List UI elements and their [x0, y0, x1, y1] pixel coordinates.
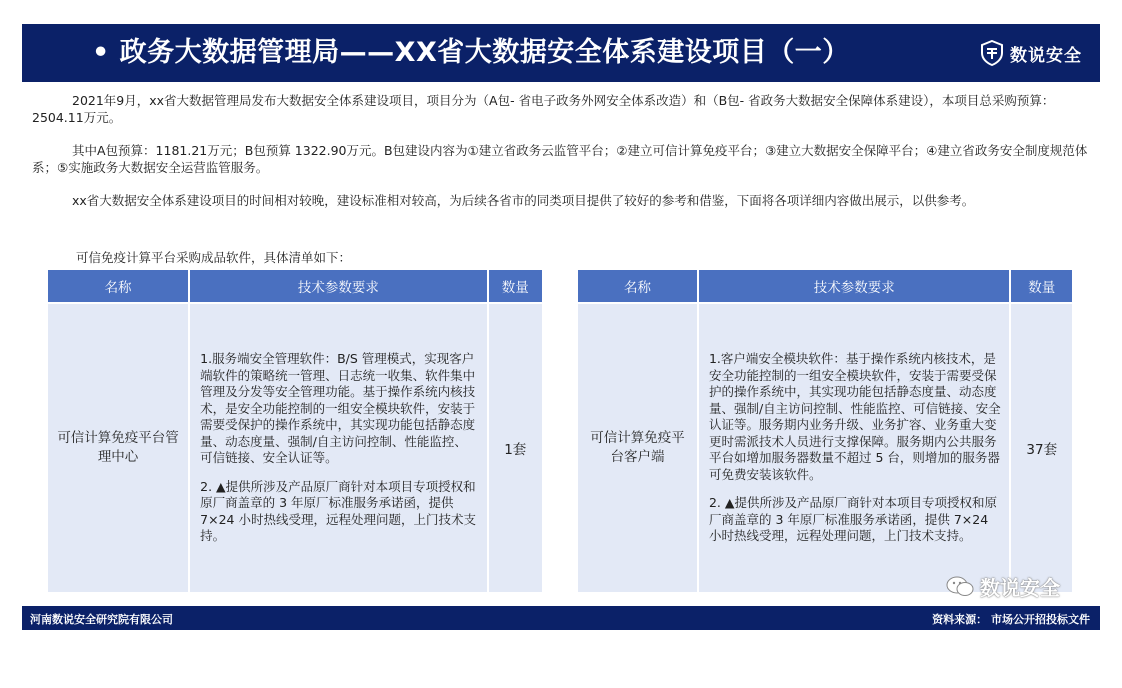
watermark [946, 572, 1060, 601]
footer-bar [22, 606, 1100, 630]
spec-point-2: 2. ▲提供所涉及产品原厂商针对本项目专项授权和原厂商盖章的 3 年原厂标准服务承诺函，提供 7×24 小时热线受理，远程处理问题，上门技术支持。 [200, 478, 476, 544]
intro-paragraph: 2021年9月，xx省大数据管理局发布大数据安全体系建设项目，项目分为（A包- 省电子政务外网安全体系改造）和（B包- 省政务大数据安全保障体系建设），本项目总采购预算：2504.11万元。 [32, 93, 1055, 125]
reference-paragraph: xx省大数据安全体系建设项目的时间相对较晚，建设标准相对较高，为后续各省市的同类项目提供了较好的参考和借鉴，下面将各项详细内容做出展示，以供参考。 [72, 193, 975, 208]
spec-table-left [46, 268, 544, 594]
spec-point-1: 1.服务端安全管理软件：B/S 管理模式，实现客户端软件的策略统一管理、日志统一收集、软件集中管理及分发等安全管理功能。基于操作系统内核技术，是安全功能控制的一组安全模块软件，安装于需要受保护的操作系统中，其实现功能包括静态度量、动态度量、强制/自主访问控制、性能监控、可信链接、安全认证等。 [200, 351, 476, 466]
table-header-row [577, 269, 1073, 303]
item-name: 可信计算免疫平台客户端 [577, 303, 698, 593]
col-header-name: 名称 [577, 269, 698, 303]
list-intro: 可信免疫计算平台采购成品软件，具体清单如下： [76, 250, 352, 265]
col-header-qty: 数量 [488, 269, 543, 303]
brand-logo [980, 36, 1082, 70]
item-qty: 37套 [1010, 303, 1073, 593]
table-row [577, 303, 1073, 593]
header-bar [22, 24, 1100, 82]
col-header-spec: 技术参数要求 [189, 269, 487, 303]
slide [22, 24, 1100, 630]
page-title: • 政务大数据管理局——XX省大数据安全体系建设项目（一） [92, 37, 850, 68]
footer-company: 河南数说安全研究院有限公司 [30, 613, 173, 626]
spec-table-right [576, 268, 1074, 594]
item-spec [189, 303, 487, 593]
col-header-spec: 技术参数要求 [698, 269, 1011, 303]
footer-source: 资料来源： 市场公开招投标文件 [932, 613, 1090, 626]
col-header-qty: 数量 [1010, 269, 1073, 303]
spec-point-1: 1.客户端安全模块软件：基于操作系统内核技术，是安全功能控制的一组安全模块软件，安装于需要受保护的操作系统中，其实现功能包括静态度量、动态度量、强制/自主访问控制、性能监控、可信链接、安全认证等。服务期内业务升级、业务扩容、业务重大变更时需派技术人员进行支撑保障。服务期内公共服务平台如增加服务器数量不超过 5 台，则增加的服务器可免费安装该软件。 [708, 351, 1001, 482]
col-header-name: 名称 [47, 269, 189, 303]
item-qty: 1套 [488, 303, 543, 593]
budget-paragraph: 其中A包预算：1181.21万元；B包预算 1322.90万元。B包建设内容为①建立省政务云监管平台；②建立可信计算免疫平台；③建立大数据安全保障平台；④建立省政务安全制度规范体系；⑤实施政务大数据安全运营监管服务。 [32, 143, 1088, 175]
item-name: 可信计算免疫平台管理中心 [47, 303, 189, 593]
spec-point-2: 2. ▲提供所涉及产品原厂商针对本项目专项授权和原厂商盖章的 3 年原厂标准服务承诺函，提供 7×24 小时热线受理，远程处理问题，上门技术支持。 [708, 495, 997, 544]
logo-text: 数说安全 [1010, 45, 1082, 66]
shield-icon [980, 40, 1004, 66]
item-spec [698, 303, 1011, 593]
table-row [47, 303, 543, 593]
wechat-icon [946, 576, 974, 598]
table-header-row [47, 269, 543, 303]
watermark-text: 数说安全 [980, 576, 1060, 600]
